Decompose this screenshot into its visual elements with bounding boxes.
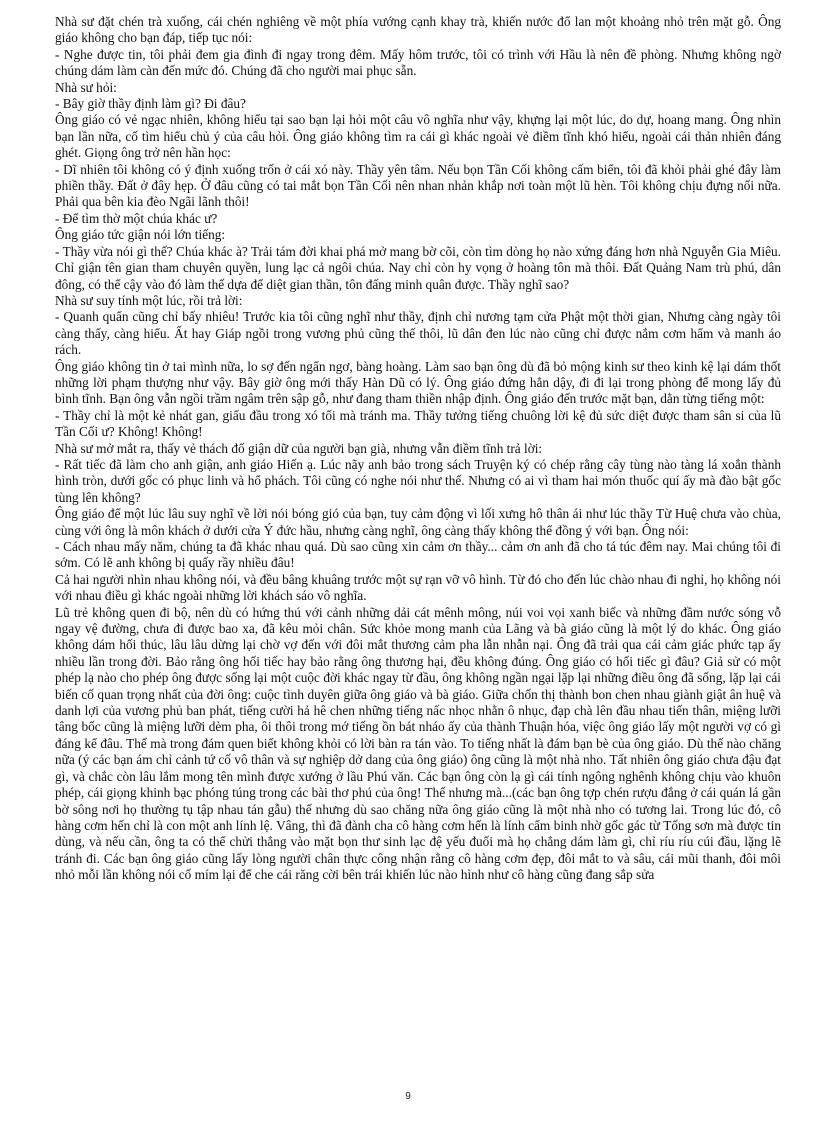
paragraph: Nhà sư mở mắt ra, thấy vẻ thách đố giận dữ của người bạn già, nhưng vẫn điềm tĩnh trả lời: [55, 440, 543, 456]
paragraph: - Thầy vừa nói gì thế? Chúa khác à? Trải tám đời khai phá mở mang bờ cõi, còn tìm dòng họ nào xứng đáng hơn nhà Nguyễn Gia Miêu. Chỉ giận tên gian tham chuyên quyền, lung lạc cả ngôi chúa. Nay chỉ còn hy vọng ở hoàng tôn mà thôi. Đất Quảng Nam trù phú, dân đông, có thể cậy vào đó làm thế dựa để diệt gian thần, tôn đấng minh quân được. Thầy nghĩ sao? [55, 243, 781, 292]
paragraph: - Rất tiếc đã làm cho anh giận, anh giáo Hiến ạ. Lúc nãy anh bảo trong sách Truyện ký có chép rằng cây tùng nào tàng lá xoắn thành hình tròn, dưới gốc có phục linh và hổ phách. Tôi cũng có nghe nói như thế. Nhưng có ai vì tham hai món thuốc quí ấy mà đào bật gốc tùng lên không? [55, 456, 781, 505]
document-body [55, 14, 781, 884]
paragraph: Ông giáo để một lúc lâu suy nghĩ về lời nói bóng gió của bạn, tuy cảm động vì lối xưng hô thân ái như lúc thầy Từ Huệ chưa vào chùa, cùng với ông là môn khách ở dưới cửa Ý đức hầu, nhưng càng nghĩ, ông càng thấy không thể đồng ý với bạn. Ông nói: [55, 506, 781, 538]
paragraph: Ông giáo tức giận nói lớn tiếng: [55, 227, 226, 243]
paragraph: Nhà sư đặt chén trà xuống, cái chén nghiêng về một phía vướng cạnh khay trà, khiến nước đổ lan một khoảng nhỏ trên mặt gỗ. Ông giáo không cho bạn đáp, tiếp tục nói: [55, 14, 781, 46]
paragraph: - Bây giờ thầy định làm gì? Đi đâu? [55, 96, 246, 112]
paragraph: Nhà sư suy tính một lúc, rồi trả lời: [55, 292, 243, 308]
paragraph: Lũ trẻ không quen đi bộ, nên dù có hứng thú với cảnh những dải cát mênh mông, núi voi vọi xanh biếc và những đầm nước sóng vỗ ngay vệ đường, chưa đi được bao xa, đã kêu mỏi chân. Sức khỏe mong manh của Lãng và bà giáo cũng là một lý do khác. Ông giáo không dám hối thúc, lâu lâu dừng lại chờ vợ đến với đôi mắt thương cảm pha lẫn nhẫn nại. Ông đã trải qua cái cảm giác phức tạp ấy nhiều lần trong đời. Bảo rằng ông hối tiếc hay bảo rằng ông thương hại, đều không đúng. Ông giáo có hối tiếc gì đâu? Giả sử có một phép lạ nào cho phép ông được sống lại một cuộc đời khác ngay từ đầu, ông không ngần ngại lặp lại những điều ông đã sống, lặp lại cái biến cố quan trọng nhất của đời ông: cuộc tình duyên giữa ông giáo và bà giáo. Giữa chốn thị thành bon chen nhau giành giật ân huệ và danh lợi của vương phủ ban phát, tiếng cười hả hê chen những tiếng nấc nhọc nhằn ô nhục, đạp chà lên đầu nhau tiến thân, miệng lưỡi tâng bốc cũng là miệng lưỡi dèm pha, ôi thôi trong mớ tiếng ồn bát nháo ấy của thành Thuận hóa, việc ông giáo lấy một người vợ có gì đáng kể đâu. Thế mà trong đám quen biết không khỏi có lời bàn ra tán vào. To tiếng nhất là đám bạn bè của ông giáo. Dù thế nào chăng nữa (ý các bạn ám chỉ cảnh tứ cố vô thân và sự nghiệp dở dang của ông giáo) ông cũng là một nhà nho. Tất nhiên ông giáo chưa đậu đạt gì, và chắc còn lâu lắm mong tên mình được xướng ở lầu Phú văn. Các bạn ông còn lạ gì cái tính ngông nghênh không chịu vào khuôn phép, cái giọng khinh bạc phóng túng trong các bài thơ phú của ông! Thế nhưng mà...(các bạn ông tợp chén rượu đắng ở cái quán lá gần bờ sông nơi họ thường tụ tập nhau tán gẫu) thế nhưng dù sao chăng nữa ông giáo cũng là một nhà nho có tương lai. Trong lúc đó, cô hàng cơm hến chỉ là con một anh lính lệ. Vâng, thì đã đành cha cô hàng cơm hến là lính cẩm binh nhờ gốc gác từ Tống sơn mà được tin dùng, và nếu cần, ông ta có thể chửi thẳng vào mặt bọn thư sinh lạc đệ yếu đuối mà họ chẳng dám làm gì, chỉ ríu ríu cúi đầu, lặng lẽ tránh đi. Các bạn ông giáo cũng lấy lòng người chân thực công nhận rằng cô hàng cơm đẹp, đôi mắt to và sâu, cái mũi thanh, đôi môi nhỏ mỗi lần không nói cố mím lại để che cái răng cời bên trái khiến lúc nào hình như cô hàng cũng đang sắp sửa [55, 604, 781, 883]
paragraph: - Nghe được tin, tôi phải đem gia đình đi ngay trong đêm. Mấy hôm trước, tôi có trình với Hầu là nên đề phòng. Nhưng không ngờ chúng dám làm càn đến mức đó. Chúng đã cho người mai phục sẵn. [55, 46, 781, 79]
page-number: 9 [405, 1091, 411, 1102]
paragraph: - Để tìm thờ một chúa khác ư? [55, 210, 218, 226]
paragraph: Ông giáo không tin ở tai mình nữa, lo sợ đến ngẩn ngơ, bàng hoàng. Làm sao bạn ông dù đã bỏ mộng kinh sư theo kinh kệ lại dám thốt những lời phạm thượng như vậy. Bây giờ ông mới thấy Hàn Dũ có lý. Ông giáo đứng hẳn dậy, đi đi lại trong phòng để mong lấy đủ bình tĩnh. Bạn ông vẫn ngồi trầm ngâm trên sập gỗ, như đang tham thiền nhập định. Ông giáo đến trước mặt bạn, dằn từng tiếng một: [55, 358, 781, 407]
paragraph: - Cách nhau mấy năm, chúng ta đã khác nhau quá. Dù sao cũng xin cảm ơn thầy... cảm ơn anh đã cho tá túc đêm nay. Mai chúng tôi đi sớm. Có lẽ anh không bị quấy rầy nhiều đâu! [55, 539, 781, 571]
paragraph: Cả hai người nhìn nhau không nói, và đều bâng khuâng trước một sự rạn vỡ vô hình. Từ đó cho đến lúc chào nhau đi nghỉ, họ không nói với nhau điều gì khác ngoài những lời khách sáo vô nghĩa. [55, 571, 781, 604]
paragraph: - Quanh quẩn cũng chỉ bấy nhiêu! Trước kia tôi cũng nghĩ như thầy, định chỉ nương tạm cửa Phật một thời gian, Nhưng càng ngày tôi càng thấy, càng hiểu. Ất hay Giáp ngồi trong vương phủ cũng thế thôi, lũ dân đen lúc nào cũng chỉ được nắm cơm hẩm và manh áo rách. [55, 309, 781, 358]
paragraph: - Thầy chỉ là một kẻ nhát gan, giấu đầu trong xó tối mà tránh ma. Thầy tưởng tiếng chuông lời kệ đủ sức diệt được tham sân si của lũ Tần Cối ư? Không! Không! [55, 407, 781, 440]
paragraph: - Dĩ nhiên tôi không có ý định xuống trốn ở cái xó này. Thầy yên tâm. Nếu bọn Tần Cối không cấm biển, tôi đã khỏi phải ghé đây làm phiền thầy. Đất ở đây hẹp. Ở đâu cũng có tai mắt bọn Tần Cối nên nhan nhản khắp nơi toàn một lũ hèn. Tôi không chịu đựng nổi nữa. Phải qua bên kia đèo Ngãi lãnh thôi! [55, 161, 781, 210]
paragraph: Nhà sư hỏi: [55, 79, 117, 95]
paragraph: Ông giáo có vẻ ngạc nhiên, không hiểu tại sao bạn lại hỏi một câu vô nghĩa như vậy, khựng lại một lúc, do dự, hoang mang. Ông nhìn bạn lần nữa, cố tìm hiểu chủ ý của câu hỏi. Ông giáo không tìm ra cái gì khác ngoài vẻ điềm tĩnh khó hiểu, ngoài cái thản nhiên đáng ghét. Giọng ông trở nên hần học: [55, 112, 781, 161]
